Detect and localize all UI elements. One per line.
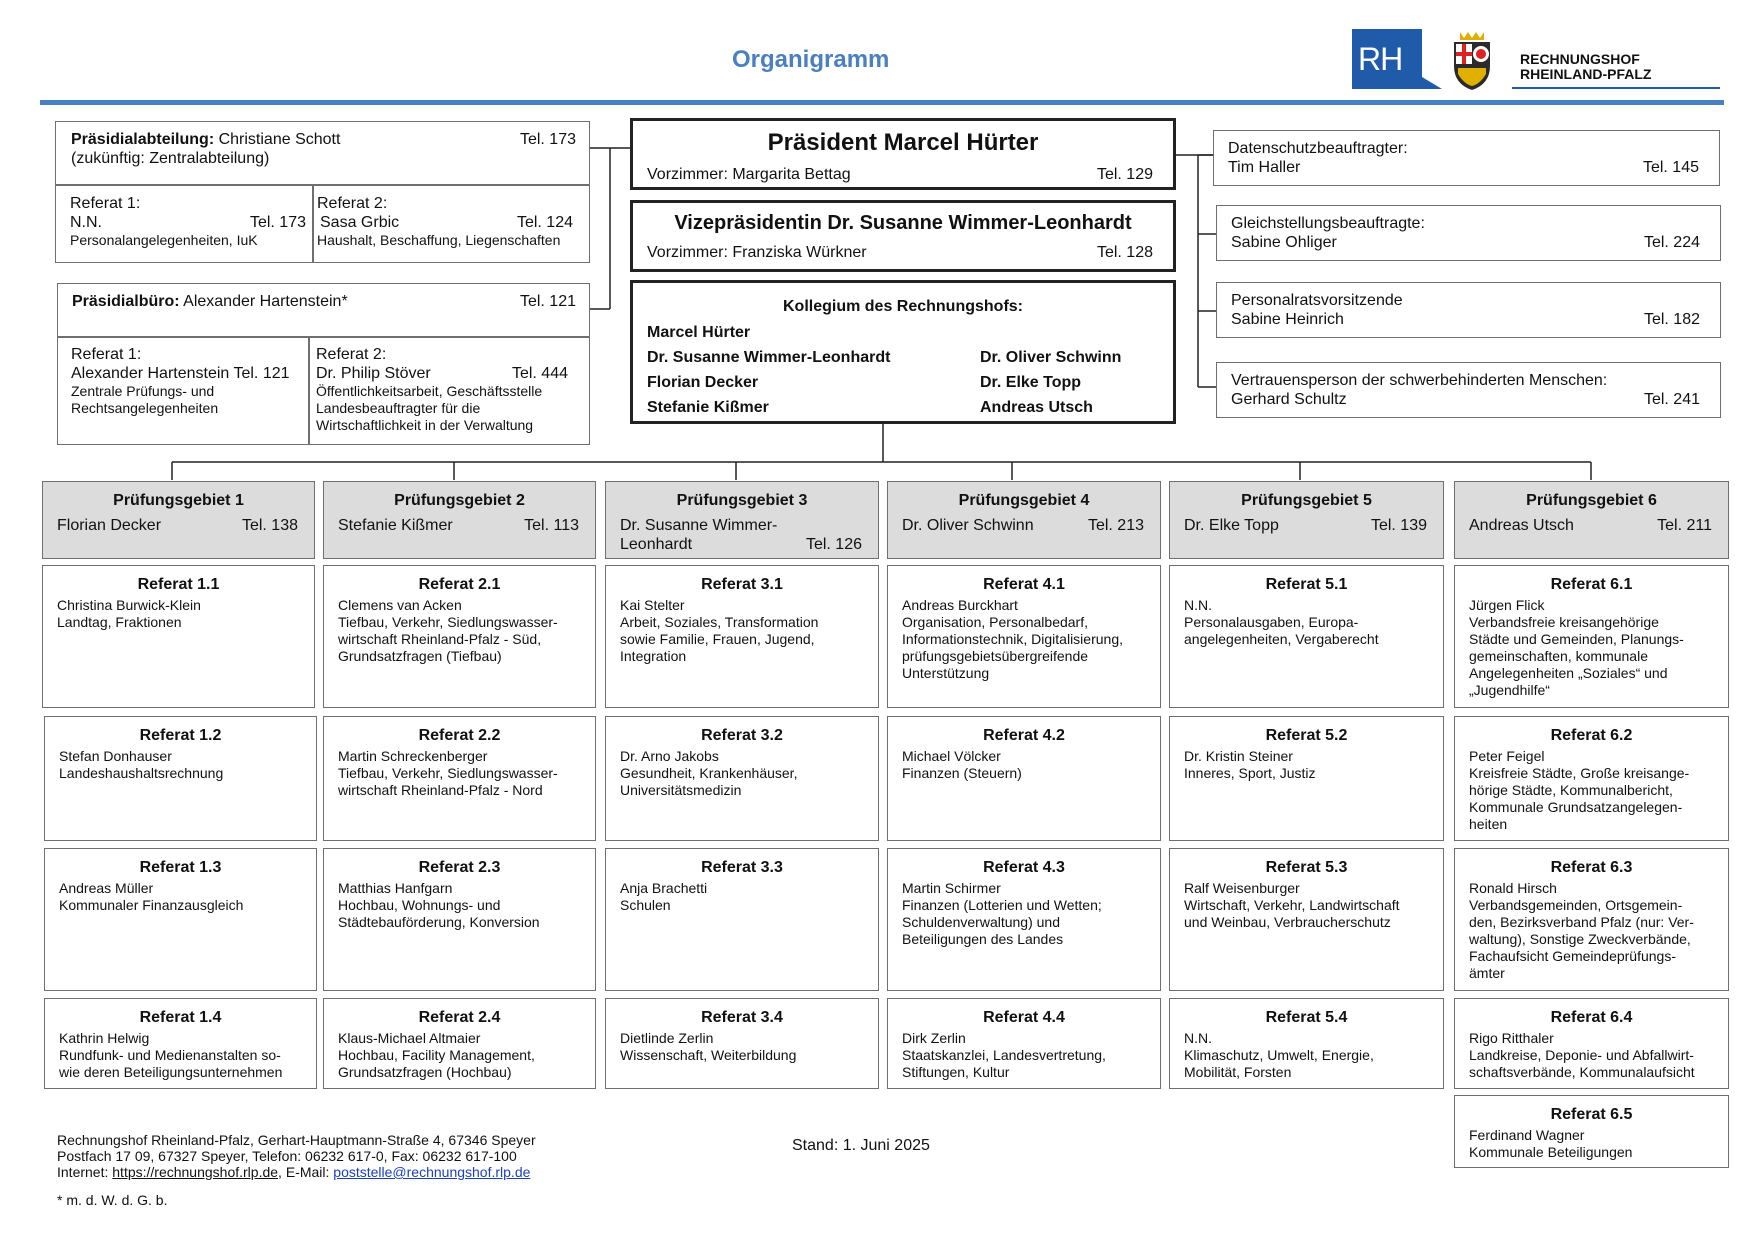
referat-task: Wissenschaft, Weiterbildung — [620, 1047, 797, 1063]
pb-ref1-task2: Rechtsangelegenheiten — [71, 400, 219, 416]
email-label: , E-Mail: — [278, 1164, 334, 1180]
referat-task: Integration — [620, 648, 687, 664]
referat-task: prüfungsgebietsübergreifende — [902, 648, 1089, 664]
pg-tel: Tel. 213 — [1087, 517, 1144, 534]
referat-task: Personalausgaben, Europa- — [1184, 614, 1359, 630]
pruefungsgebiet-5 — [1169, 481, 1444, 559]
vertrauensperson-title: Vertrauensperson der schwerbehinderten Menschen: — [1231, 372, 1608, 389]
referat-head: Jürgen Flick — [1469, 597, 1545, 613]
pruefungsgebiet-3 — [605, 481, 879, 559]
referat-body — [902, 880, 1102, 948]
referat-task: Rundfunk- und Medienanstalten so- — [59, 1047, 281, 1063]
pb-ref2-tel: Tel. 444 — [511, 365, 568, 382]
referat-head: Rigo Ritthaler — [1469, 1030, 1554, 1046]
referat-body — [1469, 748, 1689, 833]
referat-task: Tiefbau, Verkehr, Siedlungswasser- — [338, 765, 558, 781]
referat-1-3 — [44, 848, 317, 991]
referat-task: sowie Familie, Frauen, Jugend, — [620, 631, 815, 647]
referat-title: Referat 2.2 — [418, 727, 501, 744]
vertrauensperson-name: Gerhard Schultz — [1231, 391, 1347, 408]
referat-task: Mobilität, Forsten — [1184, 1064, 1292, 1080]
referat-title: Referat 5.4 — [1265, 1009, 1348, 1026]
referat-head: Matthias Hanfgarn — [338, 880, 453, 896]
referat-task: Verbandsgemeinden, Ortsgemein- — [1469, 897, 1683, 913]
referat-title: Referat 4.2 — [983, 727, 1065, 744]
referat-body — [620, 748, 797, 799]
vice-president-tel: Tel. 128 — [1096, 244, 1153, 261]
referat-body — [902, 748, 1022, 782]
org-name-line1: RECHNUNGSHOF — [1520, 51, 1640, 67]
referat-body — [1469, 1030, 1695, 1081]
footnote: * m. d. W. d. G. b. — [57, 1192, 168, 1208]
referat-1-4 — [44, 998, 317, 1089]
president-title: Präsident Marcel Hürter — [767, 129, 1039, 156]
vertrauensperson-box — [1216, 362, 1721, 418]
referat-title: Referat 1.4 — [139, 1009, 222, 1026]
praesidialabteilung-ref2 — [317, 194, 573, 249]
pruefungsgebiet-2 — [323, 481, 596, 559]
referat-task: Fachaufsicht Gemeindeprüfungs- — [1469, 948, 1676, 964]
referat-head: Andreas Müller — [59, 880, 154, 896]
referat-task: Grundsatzfragen (Tiefbau) — [338, 648, 502, 664]
referat-task: Inneres, Sport, Justiz — [1184, 765, 1316, 781]
pb-ref2-title: Referat 2: — [316, 346, 387, 363]
ref1-name: N.N. — [70, 214, 102, 231]
kollegium-member: Florian Decker — [647, 374, 759, 391]
referat-3-3 — [605, 848, 879, 991]
referat-2-3 — [323, 848, 596, 991]
rh-logo-text: RH — [1358, 41, 1403, 77]
referat-title: Referat 4.1 — [983, 576, 1065, 593]
referat-task: Schuldenverwaltung) und — [902, 914, 1060, 930]
referat-task: Grundsatzfragen (Hochbau) — [338, 1064, 512, 1080]
pruefungsgebiet-1 — [42, 481, 315, 559]
ref1-title: Referat 1: — [70, 195, 141, 212]
gleichstellung-title: Gleichstellungsbeauftragte: — [1231, 215, 1425, 232]
referat-head: Ferdinand Wagner — [1469, 1127, 1585, 1143]
referat-4-3 — [887, 848, 1161, 991]
pb-ref2-task3: Wirtschaftlichkeit in der Verwaltung — [316, 417, 534, 433]
referat-task: Finanzen (Steuern) — [902, 765, 1022, 781]
kollegium-member: Dr. Elke Topp — [980, 374, 1082, 391]
referat-body — [902, 597, 1123, 682]
referat-task: Organisation, Personalbedarf, — [902, 614, 1088, 630]
referat-task: Kommunaler Finanzausgleich — [59, 897, 244, 913]
pg-name-cont: Leonhardt — [620, 536, 693, 553]
referat-task: Universitätsmedizin — [620, 782, 742, 798]
pg-title: Prüfungsgebiet 4 — [958, 492, 1090, 509]
referat-body — [59, 748, 223, 782]
referat-title: Referat 3.2 — [701, 727, 783, 744]
referat-body — [57, 597, 201, 631]
referat-head: N.N. — [1184, 597, 1212, 613]
referat-body — [620, 1030, 796, 1064]
referat-title: Referat 6.2 — [1550, 727, 1633, 744]
vice-president-office: Vorzimmer: Franziska Würkner — [647, 244, 867, 261]
pb-ref1-name: Alexander Hartenstein — [71, 365, 230, 382]
referat-task: wirtschaft Rheinland-Pfalz - Nord — [338, 782, 543, 798]
referat-5-1 — [1169, 565, 1444, 708]
praesidialbuero-box — [57, 283, 590, 445]
referat-task: Angelegenheiten „Soziales“ und — [1469, 665, 1668, 681]
praesidialbuero-vdivider — [308, 336, 310, 444]
referat-2-1 — [323, 565, 596, 708]
referat-task: Hochbau, Wohnungs- und — [338, 897, 501, 913]
referat-4-1 — [887, 565, 1161, 708]
org-name-line2: RHEINLAND-PFALZ — [1520, 66, 1652, 82]
referat-6-4 — [1454, 998, 1729, 1089]
praesidialbuero-name: Alexander Hartenstein* — [183, 293, 348, 310]
vice-president-title: Vizepräsidentin Dr. Susanne Wimmer-Leonhardt — [674, 212, 1132, 234]
referat-title: Referat 4.3 — [983, 859, 1065, 876]
kollegium-member: Andreas Utsch — [980, 399, 1093, 416]
referat-task: Kommunale Beteiligungen — [1469, 1144, 1633, 1160]
referat-title: Referat 4.4 — [983, 1009, 1065, 1026]
referat-title: Referat 1.1 — [137, 576, 220, 593]
referat-title: Referat 1.3 — [139, 859, 222, 876]
referat-title: Referat 6.3 — [1550, 859, 1633, 876]
referat-2-4 — [323, 998, 596, 1089]
referat-task: Städtebauförderung, Konversion — [338, 914, 540, 930]
pg-tel: Tel. 211 — [1657, 517, 1712, 534]
praesidialabteilung-vdivider — [312, 184, 314, 262]
pruefungsgebiet-4 — [887, 481, 1161, 559]
referat-task: Landeshaushaltsrechnung — [59, 765, 224, 781]
referat-head: Andreas Burckhart — [902, 597, 1018, 613]
referat-1-1 — [42, 565, 315, 708]
referat-body — [1469, 880, 1694, 982]
referat-task: Unterstützung — [902, 665, 990, 681]
personalrat-name: Sabine Heinrich — [1231, 311, 1344, 328]
referat-title: Referat 2.3 — [418, 859, 501, 876]
datenschutz-box — [1213, 130, 1720, 186]
ref1-tel: Tel. 173 — [249, 214, 306, 231]
referat-task: schaftsverbände, Kommunalaufsicht — [1469, 1064, 1695, 1080]
kollegium-member: Marcel Hürter — [647, 324, 751, 341]
pg-tel: Tel. 126 — [805, 536, 862, 553]
email-link[interactable]: poststelle@rechnungshof.rlp.de — [333, 1164, 531, 1180]
referat-task: Arbeit, Soziales, Transformation — [620, 614, 819, 630]
referat-task: Beteiligungen des Landes — [902, 931, 1064, 947]
referat-task: Stiftungen, Kultur — [902, 1064, 1010, 1080]
referat-task: Informationstechnik, Digitalisierung, — [902, 631, 1123, 647]
referat-3-4 — [605, 998, 879, 1089]
referat-head: Ralf Weisenburger — [1184, 880, 1300, 896]
referat-task: Klimaschutz, Umwelt, Energie, — [1184, 1047, 1374, 1063]
praesidialabteilung-divider — [56, 184, 589, 186]
referat-head: Christina Burwick-Klein — [57, 597, 201, 613]
referat-body — [338, 597, 558, 665]
datenschutz-tel: Tel. 145 — [1642, 159, 1699, 176]
kollegium-member: Dr. Oliver Schwinn — [980, 349, 1122, 366]
referat-task: Hochbau, Facility Management, — [338, 1047, 535, 1063]
kollegium-box — [630, 280, 1176, 424]
kollegium-title: Kollegium des Rechnungshofs: — [782, 298, 1023, 315]
praesidialbuero-title: Präsidialbüro: — [72, 293, 180, 310]
referat-4-4 — [887, 998, 1161, 1089]
referat-task: den, Bezirksverband Pfalz (nur: Ver- — [1469, 914, 1694, 930]
referat-title: Referat 5.1 — [1265, 576, 1348, 593]
referat-task: hörige Städte, Kommunalbericht, — [1469, 782, 1673, 798]
pg-name: Dr. Susanne Wimmer- — [620, 517, 778, 534]
referat-body — [1184, 880, 1400, 931]
referat-head: Dirk Zerlin — [902, 1030, 966, 1046]
praesidialbuero-head — [72, 292, 576, 311]
personalrat-box — [1216, 282, 1721, 338]
referat-task: Landkreise, Deponie- und Abfallwirt- — [1469, 1047, 1694, 1063]
referat-head: N.N. — [1184, 1030, 1212, 1046]
pg-tel: Tel. 138 — [241, 517, 298, 534]
referat-head: Ronald Hirsch — [1469, 880, 1557, 896]
referat-3-1 — [605, 565, 879, 708]
pg-name: Andreas Utsch — [1469, 517, 1574, 534]
pb-ref2-task1: Öffentlichkeitsarbeit, Geschäftsstelle — [316, 383, 543, 399]
pb-ref1-title: Referat 1: — [71, 346, 142, 363]
pg-title: Prüfungsgebiet 1 — [113, 492, 244, 509]
praesidialbuero-divider — [58, 336, 589, 338]
pg-title: Prüfungsgebiet 5 — [1241, 492, 1372, 509]
praesidialbuero-tel: Tel. 121 — [519, 293, 576, 310]
referat-task: Städte und Gemeinden, Planungs- — [1469, 631, 1684, 647]
praesidialbuero-ref2 — [316, 345, 568, 434]
referat-body — [1469, 1127, 1632, 1161]
referat-body — [59, 880, 243, 914]
referat-task: heiten — [1469, 816, 1508, 832]
footer-line1: Rechnungshof Rheinland-Pfalz, Gerhart-Hauptmann-Straße 4, 67346 Speyer — [57, 1132, 536, 1148]
pg-name: Florian Decker — [57, 517, 162, 534]
pg-name: Dr. Oliver Schwinn — [902, 517, 1034, 534]
ref2-name: Sasa Grbic — [320, 214, 400, 231]
referat-3-2 — [605, 716, 879, 841]
praesidialabteilung-tel: Tel. 173 — [519, 131, 576, 148]
pruefungsgebiet-6 — [1454, 481, 1729, 559]
referat-body — [1184, 1030, 1374, 1081]
referat-4-2 — [887, 716, 1161, 841]
referat-head: Michael Völcker — [902, 748, 1001, 764]
president-box — [630, 118, 1176, 190]
referat-head: Clemens van Acken — [338, 597, 462, 613]
praesidialabteilung-box — [55, 121, 590, 263]
referat-head: Stefan Donhauser — [59, 748, 172, 764]
praesidialabteilung-title: Präsidialabteilung: — [71, 131, 215, 148]
referat-task: Verbandsfreie kreisangehörige — [1469, 614, 1659, 630]
referat-title: Referat 3.3 — [701, 859, 783, 876]
referat-task: gemeinschaften, kommunale — [1469, 648, 1648, 664]
ref2-title: Referat 2: — [317, 195, 388, 212]
referat-body — [620, 880, 707, 914]
referat-head: Klaus-Michael Altmaier — [338, 1030, 481, 1046]
referat-title: Referat 2.1 — [418, 576, 501, 593]
pg-title: Prüfungsgebiet 6 — [1526, 492, 1657, 509]
referat-head: Dr. Arno Jakobs — [620, 748, 719, 764]
referat-head: Martin Schreckenberger — [338, 748, 488, 764]
referat-body — [1184, 597, 1379, 648]
personalrat-tel: Tel. 182 — [1643, 311, 1700, 328]
pg-title: Prüfungsgebiet 2 — [394, 492, 525, 509]
president-office: Vorzimmer: Margarita Bettag — [647, 166, 851, 183]
referat-body — [338, 748, 558, 799]
referat-body — [338, 1030, 535, 1081]
pb-ref2-name: Dr. Philip Stöver — [316, 365, 431, 382]
praesidialabteilung-note: (zukünftig: Zentralabteilung) — [71, 150, 270, 167]
referat-task: waltung), Sonstige Zweckverbände, — [1469, 931, 1691, 947]
ref1-task: Personalangelegenheiten, IuK — [70, 232, 258, 248]
referat-task: Tiefbau, Verkehr, Siedlungswasser- — [338, 614, 558, 630]
referat-title: Referat 5.3 — [1265, 859, 1348, 876]
referat-task: Kommunale Grundsatzangelegen- — [1469, 799, 1683, 815]
datenschutz-name: Tim Haller — [1228, 159, 1301, 176]
referat-6-5 — [1454, 1095, 1729, 1168]
pg-title: Prüfungsgebiet 3 — [676, 492, 808, 509]
referat-2-2 — [323, 716, 596, 841]
referat-task: wirtschaft Rheinland-Pfalz - Süd, — [338, 631, 542, 647]
referat-body — [1184, 748, 1316, 782]
referat-task: wie deren Beteiligungsunternehmen — [59, 1064, 283, 1080]
referat-title: Referat 3.1 — [701, 576, 783, 593]
pg-name: Dr. Elke Topp — [1184, 517, 1279, 534]
referat-task: Gesundheit, Krankenhäuser, — [620, 765, 798, 781]
referat-body — [59, 1030, 282, 1081]
referat-task: Finanzen (Lotterien und Wetten; — [902, 897, 1102, 913]
praesidialbuero-ref1 — [71, 345, 305, 417]
pb-ref1-task1: Zentrale Prüfungs- und — [71, 383, 215, 399]
referat-title: Referat 5.2 — [1265, 727, 1348, 744]
referat-title: Referat 2.4 — [418, 1009, 501, 1026]
president-tel: Tel. 129 — [1096, 166, 1153, 183]
praesidialabteilung-head — [71, 130, 576, 149]
ref2-tel: Tel. 124 — [516, 214, 573, 231]
referat-task: Schulen — [620, 897, 671, 913]
datenschutz-title: Datenschutzbeauftragter: — [1228, 140, 1408, 157]
referat-title: Referat 1.2 — [139, 727, 222, 744]
pg-name: Stefanie Kißmer — [338, 517, 453, 534]
referat-5-2 — [1169, 716, 1444, 841]
kollegium-member: Dr. Susanne Wimmer-Leonhardt — [647, 349, 891, 366]
referat-head: Dietlinde Zerlin — [620, 1030, 714, 1046]
referat-6-2 — [1454, 716, 1729, 841]
internet-label: Internet: — [57, 1164, 113, 1180]
referat-title: Referat 3.4 — [701, 1009, 783, 1026]
footer-line2: Postfach 17 09, 67327 Speyer, Telefon: 06232 617-0, Fax: 06232 617-100 — [57, 1148, 517, 1164]
pg-tel: Tel. 113 — [524, 517, 579, 534]
pg-tel: Tel. 139 — [1370, 517, 1427, 534]
referat-title: Referat 6.5 — [1550, 1106, 1633, 1123]
referat-head: Kai Stelter — [620, 597, 685, 613]
vice-president-box — [630, 200, 1176, 272]
referat-task: Staatskanzlei, Landesvertretung, — [902, 1047, 1106, 1063]
referat-title: Referat 6.4 — [1550, 1009, 1633, 1026]
pb-ref1-tel: Tel. 121 — [233, 365, 290, 382]
referat-5-4 — [1169, 998, 1444, 1089]
pb-ref2-task2: Landesbeauftragter für die — [316, 400, 481, 416]
referat-body — [338, 880, 540, 931]
praesidialabteilung-name: Christiane Schott — [218, 131, 341, 148]
referat-title: Referat 6.1 — [1550, 576, 1633, 593]
referat-task: Landtag, Fraktionen — [57, 614, 182, 630]
referat-body — [620, 597, 818, 665]
referat-body — [902, 1030, 1106, 1081]
stand-date: Stand: 1. Juni 2025 — [792, 1137, 930, 1154]
referat-head: Kathrin Helwig — [59, 1030, 150, 1046]
ref2-task: Haushalt, Beschaffung, Liegenschaften — [317, 232, 561, 248]
referat-head: Martin Schirmer — [902, 880, 1001, 896]
referat-body — [1469, 597, 1684, 699]
referat-1-2 — [44, 716, 317, 841]
referat-task: „Jugendhilfe“ — [1469, 682, 1550, 698]
gleichstellung-tel: Tel. 224 — [1643, 234, 1700, 251]
ref1-name-row — [70, 213, 306, 232]
referat-head: Peter Feigel — [1469, 748, 1545, 764]
pb-ref1-name-row — [71, 364, 305, 383]
referat-task: angelegenheiten, Vergaberecht — [1184, 631, 1379, 647]
footer-address — [57, 1132, 536, 1180]
referat-head: Dr. Kristin Steiner — [1184, 748, 1293, 764]
ref2-name-row — [317, 213, 573, 232]
vertrauensperson-tel: Tel. 241 — [1643, 391, 1700, 408]
referat-6-1 — [1454, 565, 1729, 708]
kollegium-member: Stefanie Kißmer — [647, 399, 769, 416]
gleichstellung-box — [1216, 205, 1721, 261]
website-link[interactable]: https://rechnungshof.rlp.de — [112, 1164, 279, 1180]
referat-task: Kreisfreie Städte, Große kreisange- — [1469, 765, 1690, 781]
referat-task: ämter — [1469, 965, 1505, 981]
praesidialabteilung-ref1 — [70, 194, 306, 249]
page-title: Organigramm — [732, 46, 890, 73]
personalrat-title: Personalratsvorsitzende — [1231, 292, 1403, 309]
referat-task: und Weinbau, Verbraucherschutz — [1184, 914, 1391, 930]
gleichstellung-name: Sabine Ohliger — [1231, 234, 1337, 251]
referat-head: Anja Brachetti — [620, 880, 708, 896]
referat-6-3 — [1454, 848, 1729, 991]
pb-ref2-name-row — [316, 364, 568, 383]
footer-line3 — [57, 1164, 536, 1180]
referat-task: Wirtschaft, Verkehr, Landwirtschaft — [1184, 897, 1400, 913]
referat-5-3 — [1169, 848, 1444, 991]
